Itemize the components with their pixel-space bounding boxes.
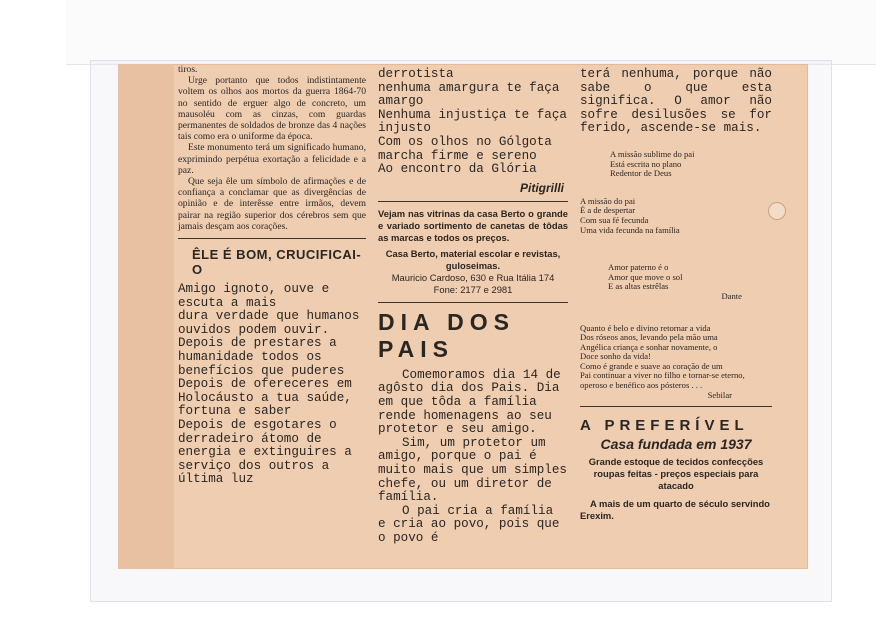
poem-block (178, 283, 366, 487)
stanza-author: Sebilar (707, 389, 732, 400)
stanza-line: Amor paterno é o (608, 262, 669, 273)
column-2 (378, 64, 568, 545)
article-paragraph: tiros. (178, 64, 198, 75)
stanza-3 (608, 263, 772, 301)
stanza-author: Dante (721, 290, 742, 301)
poem-line: derrotista (378, 67, 454, 81)
stanza-line: Amor que move o sol (608, 271, 683, 282)
stanza-line: Como é grande e suave ao coração de um (580, 360, 723, 371)
ad-phone: Fone: 2177 e 2981 (433, 283, 513, 295)
poem-line: marcha firme e sereno (378, 148, 537, 163)
ad-headline-preferivel: A PREFERÍVEL (580, 417, 749, 435)
stanza-line: Redentor de Deus (610, 168, 672, 179)
headline-dia-dos-pais: DIA DOS PAIS (378, 308, 515, 362)
ad-address: Mauricio Cardoso, 630 e Rua Itália 174 (391, 271, 555, 283)
column-3 (580, 64, 772, 522)
article-paragraph: Este monumento terá um significado humano, exprimindo perpétua exortação a felicidade e a paz. (178, 142, 366, 176)
ad-subheadline: Casa fundada em 1937 (600, 436, 752, 453)
divider (178, 238, 366, 239)
dia-dos-pais-article (378, 369, 568, 546)
signature-pitigrilli: Pitigrilli (519, 180, 564, 195)
stanza-line: E as altas estrêlas (608, 281, 669, 292)
article-continuation (580, 68, 772, 136)
ad-store: Casa Berto, material escolar e revistas, guloseimas. (385, 247, 561, 271)
stanza-line: Doce sonho da vida! (580, 351, 651, 362)
stanza-line: Quanto é belo e divino retornar a vida (580, 322, 711, 333)
column-1 (178, 64, 366, 487)
ad-text: Grande estoque de tecidos confecções roupas feitas - preços especiais para atacado (588, 456, 764, 492)
poem-line: dura verdade que humanos ouvidos podem ouvir. (178, 309, 360, 337)
stanza-line: Angélica criança e sonhar novamente, o (580, 341, 718, 352)
monument-article (178, 64, 366, 232)
poem-line: Depois de ofereceres em Holocáusto a tua saúde, fortuna e saber (178, 377, 352, 419)
poem-line: Com os olhos no Gólgota (378, 134, 552, 149)
article-paragraph: Urge portanto que todos indistintamente voltem os olhos aos mortos da guerra 1864-70 no sentido de erguer algo de concreto, um mausoléu com as cinzas, com guardas permanentes de soldados de bronze das 4 nações tais como era o uniforme da época. (178, 75, 366, 143)
article-paragraph: Que seja êle um símbolo de afirmações e de confiança a conclamar que as divergências de opinião e de interêsse entre irmãos, devem pairar na região superior dos cérebros sem que jamais desçam aos corações. (178, 176, 366, 232)
article-paragraph: Sim, um protetor um amigo, porque o pai é muito mais que um simples chefe, ou um diretor de família. (378, 435, 567, 505)
article-paragraph: O pai cria a família e cria ao povo, pois que o povo é (378, 503, 560, 545)
stanza-line: Dos róseos anos, levando pela mão uma (580, 332, 718, 343)
stanza-line: A missão sublime do pai (610, 148, 695, 159)
poem-line: energia e extinguires a serviço dos outros a última luz (178, 445, 352, 487)
poem-continuation (378, 68, 568, 177)
scanner-top-strip (66, 0, 876, 65)
divider (580, 406, 772, 407)
stanza-line: É a de despertar (580, 205, 636, 216)
stanza-line: Uma vida fecunda na família (580, 224, 680, 235)
poem-line: Amigo ignoto, ouve e escuta a mais (178, 282, 330, 310)
poem-line: nenhuma amargura te faça amargo (378, 80, 560, 109)
stanza-line: A missão do pai (580, 195, 636, 206)
ad-text: Vejam nas vitrinas da casa Berto o grande e variado sortimento de canetas de tôdas as marcas e todos os preços. (378, 207, 568, 243)
divider (378, 302, 568, 303)
newspaper-clipping (118, 64, 808, 569)
ad-text-2: A mais de um quarto de século servindo Erexim. (580, 498, 770, 522)
article-paragraph: terá nenhuma, porque não sabe o que esta significa. O amor não sofre desilusões se for ferido, ascende-se mais. (580, 67, 772, 136)
headline-crucificai: ÊLE É BOM, CRUCIFICAI-O (192, 247, 362, 278)
stanza-line: Pai continuar a viver no filho e tornar-se eterno, operoso e benéfico aos pósteros . . . (580, 370, 745, 391)
stanza-4 (580, 324, 772, 401)
poem-line: Depois de esgotares o derradeiro átomo de (178, 417, 337, 446)
stanza-line: Com sua fé fecunda (580, 214, 649, 225)
article-paragraph: Comemoramos dia 14 de agôsto dia dos Pais. Dia em que tôda a família rende homenagens ao seu protetor e seu amigo. (378, 367, 561, 437)
stanza-line: Está escrita no plano (610, 158, 682, 169)
stanza-2 (580, 197, 772, 235)
paper-fold (118, 64, 174, 569)
poem-line: Depois de prestares a humanidade todos os benefícios que puderes (178, 336, 345, 378)
poem-line: Nenhuma injustiça te faça injusto (378, 107, 567, 136)
casa-berto-ad (378, 208, 568, 296)
poem-line: Ao encontro da Glória (378, 162, 537, 177)
stanza-1 (610, 150, 772, 179)
divider (378, 201, 568, 202)
